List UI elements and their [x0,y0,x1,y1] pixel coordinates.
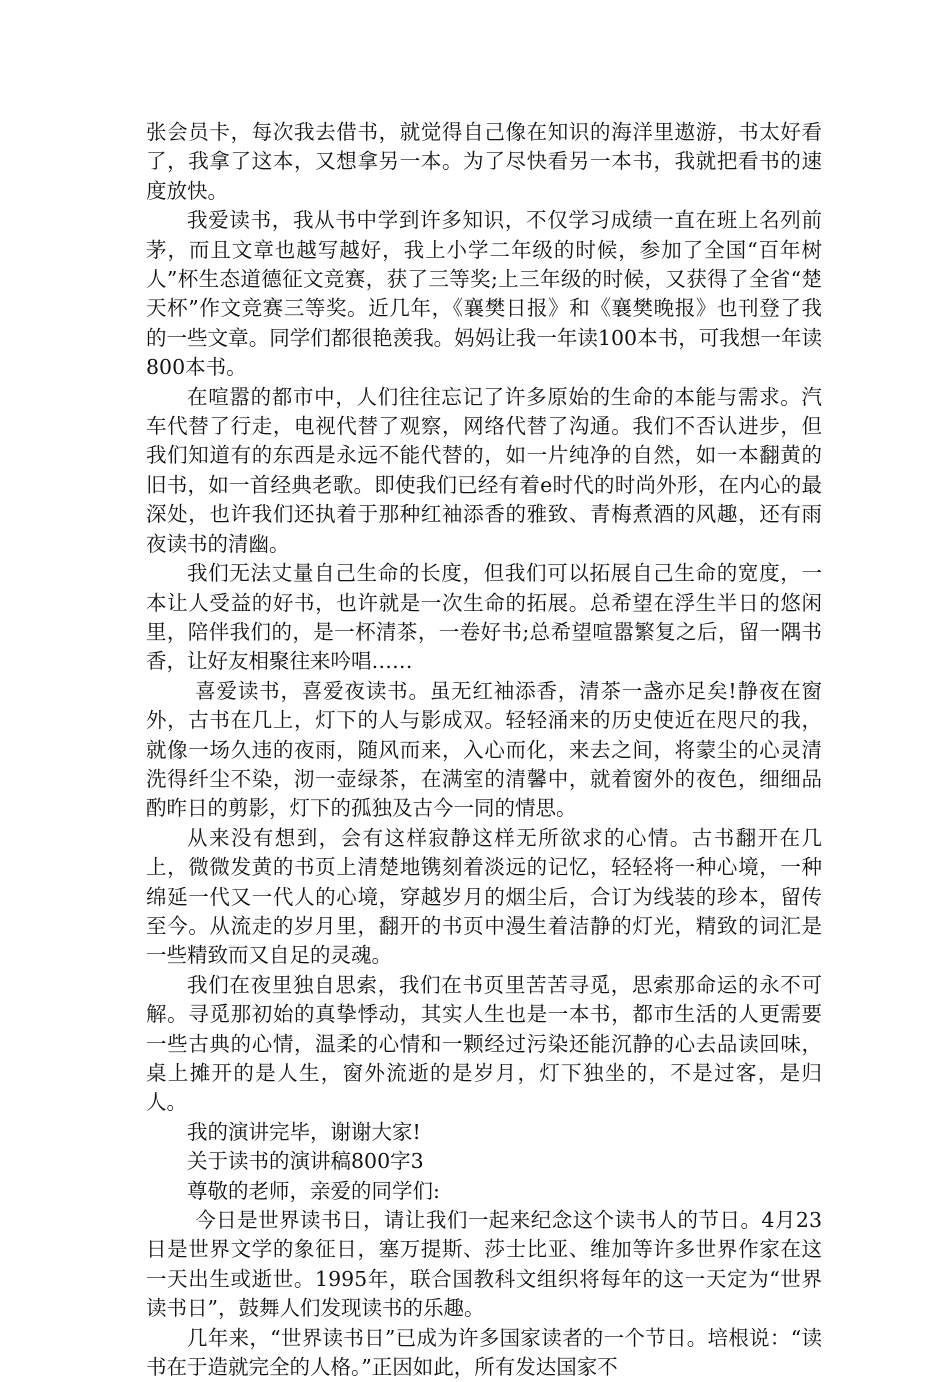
paragraph-7: 我们在夜里独自思索，我们在书页里苦苦寻觅，思索那命运的永不可解。寻觅那初始的真挚悸动，其实人生也是一本书，都市生活的人更需要一些古典的心情，温柔的心情和一颗经过污染还能沉静的心去品读回味，桌上摊开的是人生，窗外流逝的是岁月，灯下独坐的，不是过客，是归人。 [146,972,822,1115]
paragraph-5: 喜爱读书，喜爱夜读书。虽无红袖添香，清茶一盏亦足矣!静夜在窗外，古书在几上，灯下的人与影成双。轻轻涌来的历史使近在咫尺的我，就像一场久违的夜雨，随风而来，入心而化，来去之间，将蒙尘的心灵清洗得纤尘不染，沏一壶绿茶，在满室的清馨中，就着窗外的夜色，细细品酌昨日的剪影，灯下的孤独及古今一同的情思。 [146,678,822,821]
closing-line: 我的演讲完毕，谢谢大家! [187,1119,421,1144]
paragraph-8: 今日是世界读书日，请让我们一起来纪念这个读书人的节日。4月23日是世界文学的象征日，塞万提斯、莎士比亚、维加等许多世界作家在这一天出生或逝世。1995年，联合国教科文组织将每年的这一天定为“世界读书日”，鼓舞人们发现读书的乐趣。 [146,1208,822,1321]
document-page [146,118,822,1382]
salutation: 尊敬的老师，亲爱的同学们: [187,1178,440,1203]
paragraph-9: 几年来，“世界读书日”已成为许多国家读者的一个节日。培根说：“读书在于造就完全的人格。”正因如此，所有发达国家不 [146,1325,822,1380]
paragraph-3: 在喧嚣的都市中，人们往往忘记了许多原始的生命的本能与需求。汽车代替了行走，电视代替了观察，网络代替了沟通。我们不否认进步，但我们知道有的东西是永远不能代替的，如一片纯净的自然，如一本翻黄的旧书，如一首经典老歌。即使我们已经有着e时代的时尚外形，在内心的最深处，也许我们还执着于那种红袖添香的雅致、青梅煮酒的风趣，还有雨夜读书的清幽。 [146,384,822,556]
section-title: 关于读书的演讲稿800字3 [187,1149,424,1174]
paragraph-2: 我爱读书，我从书中学到许多知识，不仅学习成绩一直在班上名列前茅，而且文章也越写越好，我上小学二年级的时候，参加了全国“百年树人”杯生态道德征文竞赛，获了三等奖;上三年级的时候，又获得了全省“楚天杯”作文竞赛三等奖。近几年，《襄樊日报》和《襄樊晚报》也刊登了我的一些文章。同学们都很艳羡我。妈妈让我一年读100本书，可我想一年读800本书。 [146,208,822,380]
paragraph-4: 我们无法丈量自己生命的长度，但我们可以拓展自己生命的宽度，一本让人受益的好书，也许就是一次生命的拓展。总希望在浮生半日的悠闲里，陪伴我们的，是一杯清茶，一卷好书;总希望喧嚣繁复之后，留一隅书香，让好友相聚往来吟唱…… [146,561,822,674]
paragraph-6: 从来没有想到，会有这样寂静这样无所欲求的心情。古书翻开在几上，微微发黄的书页上清楚地镌刻着淡远的记忆，轻轻将一种心境，一种绵延一代又一代人的心境，穿越岁月的烟尘后，合订为线装的珍本，留传至今。从流走的岁月里，翻开的书页中漫生着洁静的灯光，精致的词汇是一些精致而又自足的灵魂。 [146,825,822,968]
paragraph-1: 张会员卡，每次我去借书，就觉得自己像在知识的海洋里遨游，书太好看了，我拿了这本，又想拿另一本。为了尽快看另一本书，我就把看书的速度放快。 [146,120,822,203]
